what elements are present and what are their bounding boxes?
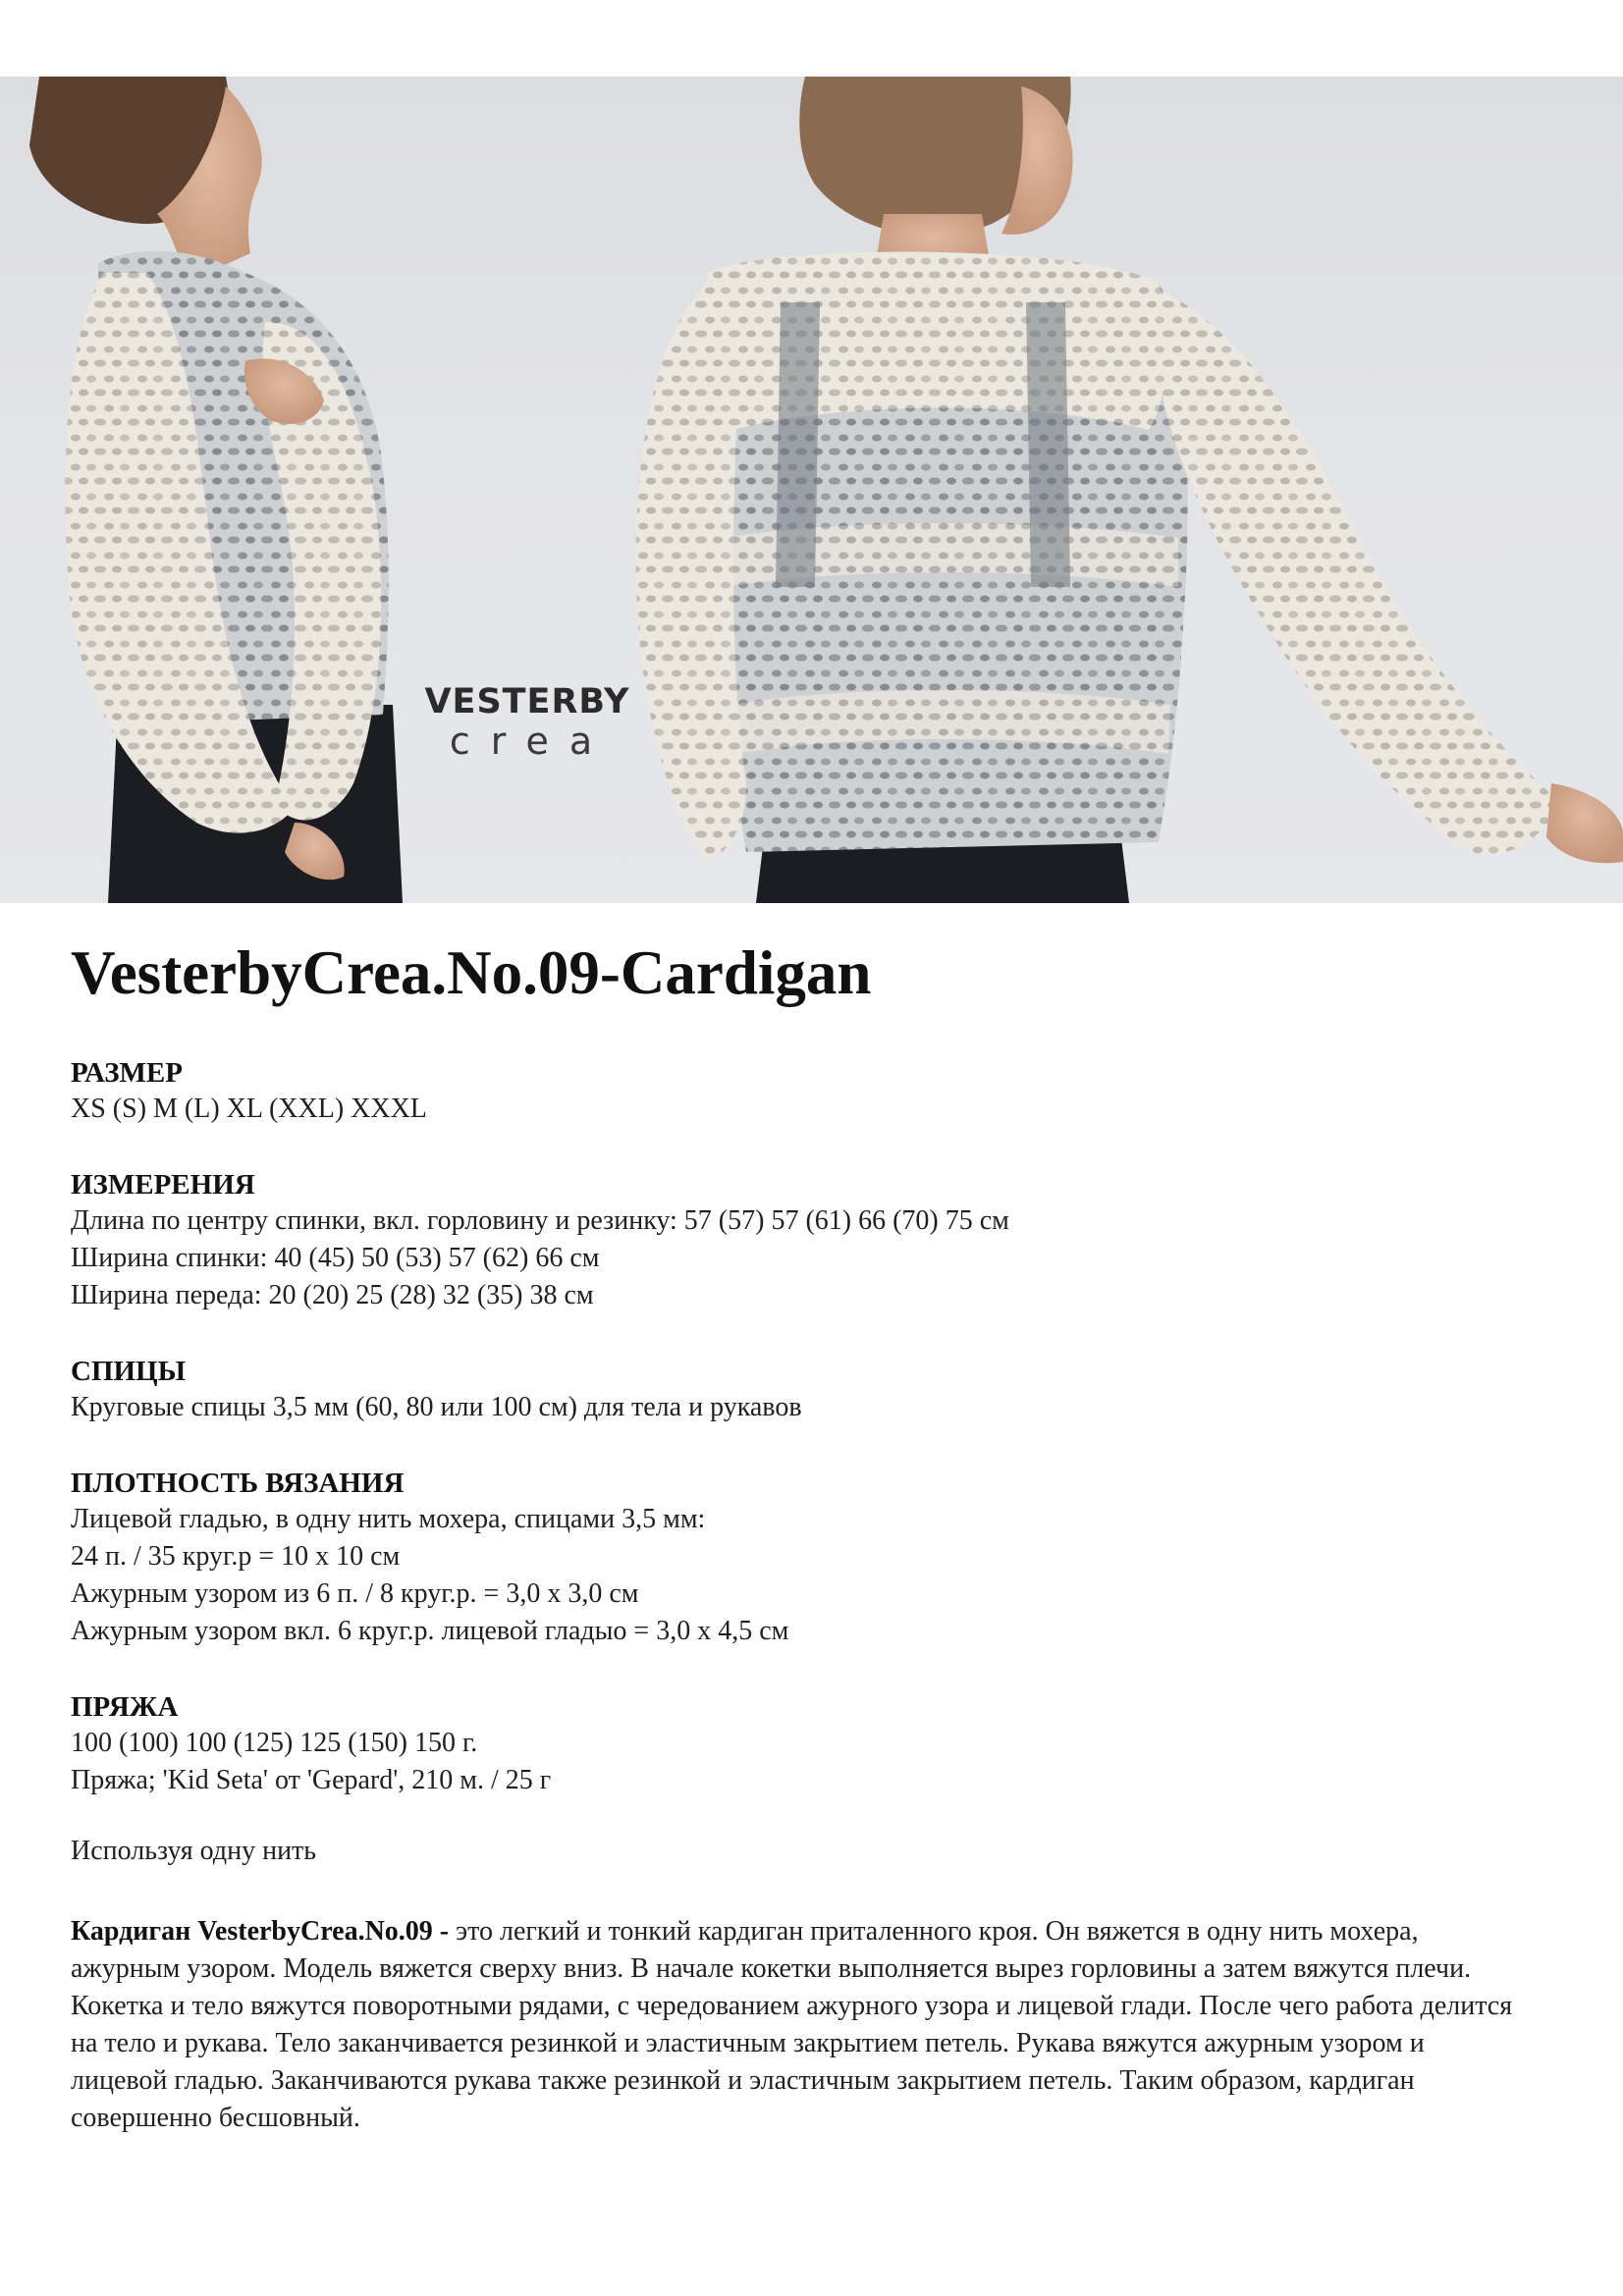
section-line: Ажурным узором из 6 п. / 8 круг.р. = 3,0 х 3,0 см — [71, 1578, 639, 1609]
section-line: Лицевой гладью, в одну нить мохера, спицами 3,5 мм: — [71, 1504, 706, 1534]
section-line: 100 (100) 100 (125) 125 (150) 150 г. — [71, 1728, 478, 1758]
brand-logo — [424, 683, 630, 762]
section-heading: СПИЦЫ — [71, 1356, 187, 1387]
section-line: Длина по центру спинки, вкл. горловину и резинку: 57 (57) 57 (61) 66 (70) 75 см — [71, 1205, 1009, 1236]
brand-subtitle: crea — [449, 720, 614, 763]
description-paragraph — [71, 1913, 1524, 2137]
brand-name: VESTERBY — [424, 682, 630, 721]
page-title: VesterbyCrea.No.09-Cardigan — [71, 938, 872, 1007]
section-line: Пряжа; 'Kid Seta' от 'Gepard', 210 м. / 25 г — [71, 1765, 552, 1795]
section-line: Ширина переда: 20 (20) 25 (28) 32 (35) 38 см — [71, 1280, 594, 1310]
section-measurements — [71, 1167, 1543, 1314]
section-needles — [71, 1354, 1543, 1426]
description-text: это легкий и тонкий кардиган приталенного кроя. Он вяжется в одну нить мохера, ажурным узором. Модель вяжется сверху вниз. В начале кокетки выполняется вырез горловины а затем вяжутся плечи. Кокетка и тело вяжутся поворотными рядами, с чередованием ажурного узора и лицевой глади. После чего работа делится на тело и рукава. Тело заканчивается резинкой и эластичным закрытием петель. Рукава вяжутся ажурным узором и лицевой гладью. Заканчиваются рукава также резинкой и эластичным закрытием петель. Таким образом, кардиган совершенно бесшовный. — [71, 1916, 1513, 2133]
section-line: Ширина спинки: 40 (45) 50 (53) 57 (62) 66 см — [71, 1243, 600, 1273]
product-photo-illustration — [0, 77, 1623, 903]
section-yarn — [71, 1689, 1543, 1799]
section-gauge — [71, 1466, 1543, 1650]
product-photo — [0, 77, 1623, 903]
section-heading: ИЗМЕРЕНИЯ — [71, 1169, 255, 1201]
section-heading: РАЗМЕР — [71, 1057, 183, 1089]
section-heading: ПЛОТНОСТЬ ВЯЗАНИЯ — [71, 1468, 405, 1499]
section-heading: ПРЯЖА — [71, 1691, 179, 1723]
section-line: Круговые спицы 3,5 мм (60, 80 или 100 см) для тела и рукавов — [71, 1392, 802, 1422]
yarn-note: Используя одну нить — [71, 1836, 317, 1866]
section-line: Ажурным узором вкл. 6 круг.р. лицевой гладыо = 3,0 х 4,5 см — [71, 1616, 789, 1646]
section-line: XS (S) M (L) XL (XXL) XXXL — [71, 1094, 427, 1124]
section-size — [71, 1055, 1543, 1128]
description-lead: Кардиган VesterbyCrea.No.09 - — [71, 1916, 450, 1947]
pattern-content — [71, 937, 1543, 2137]
section-line: 24 п. / 35 круг.р = 10 х 10 см — [71, 1541, 401, 1572]
